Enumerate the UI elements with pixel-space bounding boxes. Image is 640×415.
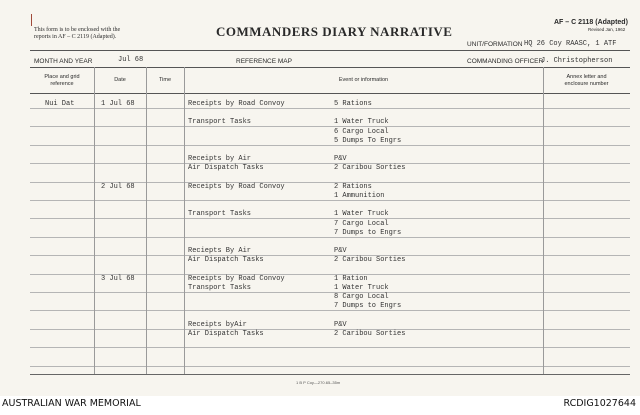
unit-formation-label: UNIT/FORMATION [467,41,523,48]
entry-info: 2 Caribou Sorties [334,164,406,172]
ruled-line [30,255,630,256]
entry-event: Receipts by Road Convoy [188,275,285,283]
entry-info: 7 Cargo Local [334,220,389,228]
entry-event: Air Dispatch Tasks [188,164,264,172]
rule-bottom [30,374,630,375]
entry-info: 7 Dumps to Engrs [334,229,402,237]
enclosure-note-line-1: This form is to be enclosed with the [34,27,121,33]
ruled-line [30,237,630,238]
enclosure-note [34,27,120,41]
print-code: 1 B P Coy—270.65–35m [296,380,341,385]
entry-place: Nui Dat [45,100,75,108]
entry-date: 1 Jul 68 [101,100,135,108]
entry-info: 2 Rations [334,183,372,191]
col-divider-time [184,67,185,374]
entry-event: Transport Tasks [188,210,252,218]
entry-date: 3 Jul 68 [101,275,135,283]
col-divider-date [146,67,147,374]
entry-info: 8 Cargo Local [334,293,389,301]
entry-info: 5 Dumps To Engrs [334,137,402,145]
ruled-line [30,329,630,330]
entry-event: Receipts byAir [188,321,247,329]
col-header-time: Time [158,77,172,83]
col-divider-place [94,67,95,374]
col-header-place-line-1: Place and grid [44,74,80,80]
rule-header-top [30,67,630,68]
ruled-line [30,108,630,109]
ruled-line [30,145,630,146]
entry-info: 6 Cargo Local [334,128,389,136]
form-title: COMMANDERS DIARY NARRATIVE [216,24,453,39]
entry-info: 7 Dumps to Engrs [334,302,402,310]
entry-info: 1 Water Truck [334,284,389,292]
entry-info: 1 Ration [334,275,368,283]
entry-info: 1 Water Truck [334,118,389,126]
form-number: AF – C 2118 (Adapted) [554,19,628,26]
col-header-place [30,74,94,87]
ruled-line [30,218,630,219]
ruled-line [30,310,630,311]
entry-event: Transport Tasks [188,118,252,126]
ruled-line [30,366,630,367]
col-header-annex-line-1: Annex letter and [566,74,607,80]
entry-date: 2 Jul 68 [101,183,135,191]
entry-event: Air Dispatch Tasks [188,330,264,338]
unit-formation-value: HQ 26 Coy RAASC, 1 ATF [524,40,617,48]
entry-info: 2 Caribou Sorties [334,330,406,338]
entry-info: 5 Rations [334,100,372,108]
col-divider-event [543,67,544,374]
rule-top [30,50,630,51]
month-year-label: MONTH AND YEAR [34,58,93,65]
entry-info: P&V [334,247,347,255]
ruled-line [30,200,630,201]
entry-event: Air Dispatch Tasks [188,256,264,264]
rule-header-bottom [30,93,630,94]
reference-map-label: REFERENCE MAP [236,58,292,65]
caption-institution: AUSTRALIAN WAR MEMORIAL [2,398,141,409]
commanding-officer-label: COMMANDING OFFICER [467,58,544,65]
col-header-annex [543,74,630,87]
col-header-event: Event or information [338,77,389,83]
entry-event: Receipts by Road Convoy [188,183,285,191]
pencil-mark [31,14,32,26]
entry-event: Receipts by Road Convoy [188,100,285,108]
entry-event: Transport Tasks [188,284,252,292]
month-year-value: Jul 68 [118,56,144,64]
entry-event: Receipts by Air [188,155,252,163]
col-header-place-line-2: reference [50,80,74,87]
entry-info: P&V [334,155,347,163]
entry-info: P&V [334,321,347,329]
ruled-line [30,163,630,164]
ruled-line [30,347,630,348]
entry-event: Reciepts By Air [188,247,252,255]
enclosure-note-line-2: reports in AF – C 2119 (Adapted). [34,34,117,40]
col-header-annex-line-2: enclosure number [564,80,609,87]
entry-info: 1 Ammunition [334,192,385,200]
col-header-date: Date [114,77,126,83]
caption-record-id: RCDIG1027644 [563,398,636,409]
commanding-officer-value: J. Christopherson [541,57,613,65]
entry-info: 1 Water Truck [334,210,389,218]
entry-info: 2 Caribou Sorties [334,256,406,264]
revision-date: Revised Jan, 1962 [588,27,626,32]
ruled-line [30,292,630,293]
ruled-line [30,126,630,127]
